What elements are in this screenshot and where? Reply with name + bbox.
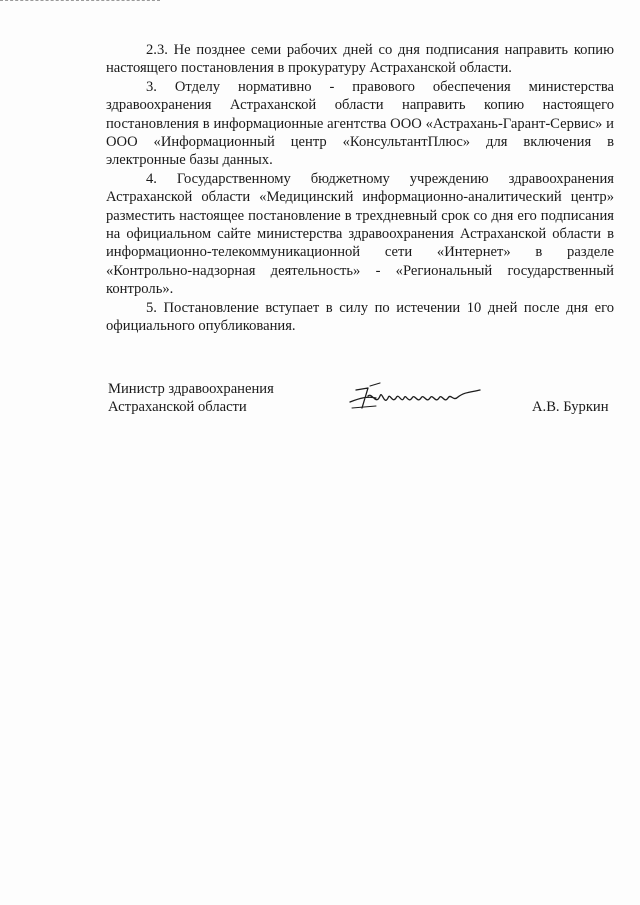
paragraph-5: 5. Постановление вступает в силу по истечении 10 дней после дня его официального опубликования. (106, 299, 614, 335)
signer-position-line-1: Министр здравоохранения (108, 381, 274, 397)
handwritten-signature (346, 378, 486, 412)
paragraph-2-3: 2.3. Не позднее семи рабочих дней со дня подписания направить копию настоящего постановления в прокуратуру Астраханской области. (106, 42, 614, 77)
signer-position (108, 380, 274, 417)
paragraph-4: 4. Государственному бюджетному учреждению здравоохранения Астраханской области «Медицинский информационно-аналитический центр» разместить настоящее постановление в трехдневный срок со дня его подписания на официальном сайте министерства здравоохранения Астраханской области в информационно-телекоммуникационной сети «Интернет» в разделе «Контрольно-надзорная деятельность» - «Региональный государственный контроль». (106, 170, 614, 298)
signer-name: А.В. Буркин (532, 399, 609, 415)
signer-position-line-2: Астраханской области (108, 399, 247, 416)
scan-edge-line (0, 0, 160, 2)
document-body (106, 41, 614, 336)
paragraph-3: 3. Отделу нормативно - правового обеспечения министерства здравоохранения Астраханской области направить копию настоящего постановления в информационные агентства ООО «Астрахань-Гарант-Сервис» и ООО «Информационный центр «КонсультантПлюс» для включения в электронные базы данных. (106, 78, 614, 169)
